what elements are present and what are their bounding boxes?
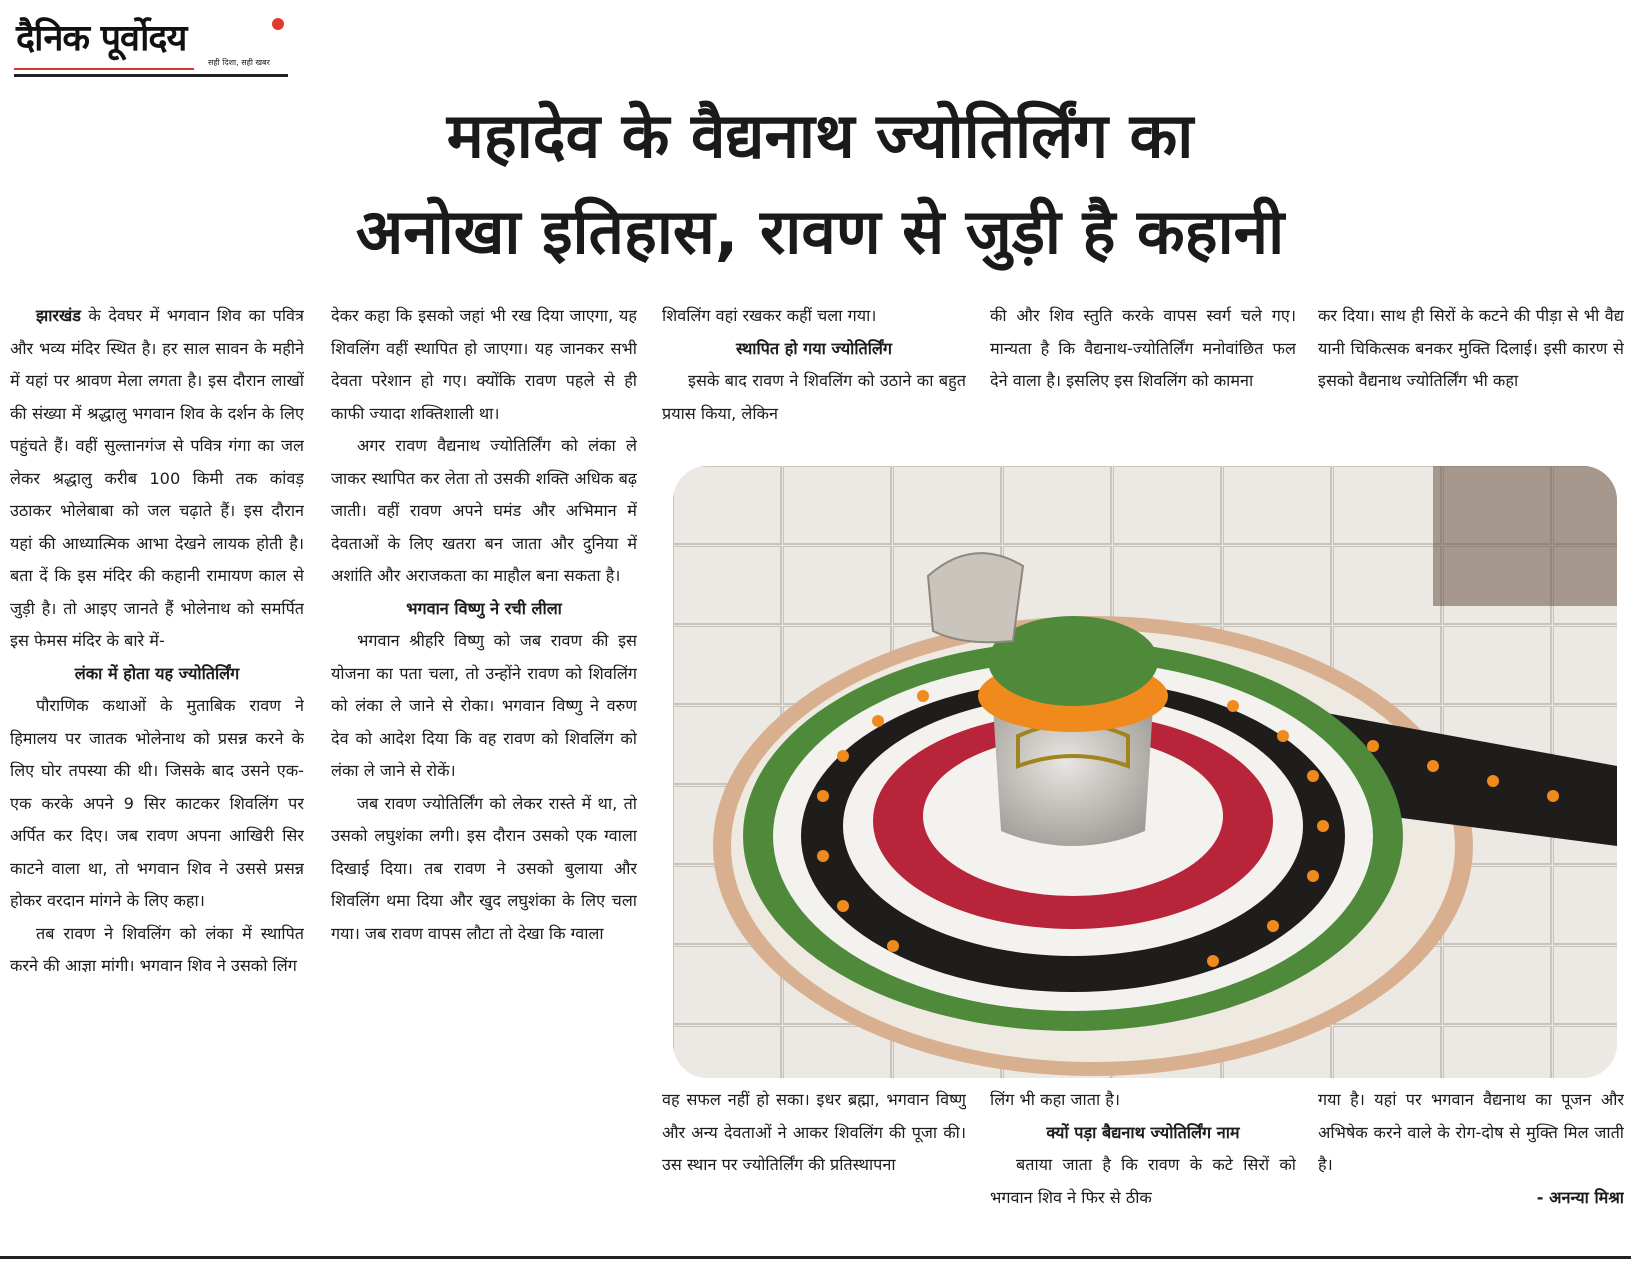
article-headline (60, 88, 1580, 280)
paragraph: पौराणिक कथाओं के मुताबिक रावण ने हिमालय पर जातक भोलेनाथ को प्रसन्न करने के लिए घोर तपस्या की थी। जिसके बाद उसने एक-एक करके अपने 9 सिर काटकर शिवलिंग पर अर्पित कर दिए। जब रावण अपना आखिरी सिर काटने वाला था, तो भगवान शिव ने उससे प्रसन्न होकर वरदान मांगने के लिए कहा। (10, 696, 304, 910)
paragraph: देकर कहा कि इसको जहां भी रख दिया जाएगा, यह शिवलिंग वहीं स्थापित हो जाएगा। यह जानकर सभी देवता परेशान हो गए। क्योंकि रावण पहले से ही काफी ज्यादा शक्तिशाली था। (331, 306, 637, 423)
article-column-2 (331, 300, 637, 1240)
logo-dot-icon (272, 18, 284, 30)
paragraph (10, 300, 304, 658)
paragraph: की और शिव स्तुति करके वापस स्वर्ग चले गए। मान्यता है कि वैद्यनाथ-ज्योतिर्लिंग मनोवांछित फल देने वाला है। इसलिए इस शिवलिंग को कामना (990, 306, 1296, 390)
paragraph: भगवान श्रीहरि विष्णु को जब रावण की इस योजना का पता चला, तो उन्होंने रावण को शिवलिंग को लंका ले जाने से रोका। भगवान विष्णु ने वरुण देव को आदेश दिया कि वह रावण को शिवलिंग को लंका ले जाने से रोकें। (331, 631, 637, 780)
shivling-photo (673, 466, 1617, 1078)
article-column-4-bottom (990, 1084, 1296, 1244)
headline-line-2: अनोखा इतिहास, रावण से जुड़ी है कहानी (355, 195, 1285, 268)
article-column-5-top (1318, 300, 1624, 440)
newspaper-logo: दैनिक पूर्वोदय (16, 18, 187, 59)
author-byline: - अनन्या मिश्रा (1536, 1187, 1624, 1207)
article-column-3-top (662, 300, 966, 440)
subheading: स्थापित हो गया ज्योतिर्लिंग (735, 338, 893, 358)
article-column-1 (10, 300, 304, 1240)
paragraph: जब रावण ज्योतिर्लिंग को लेकर रास्ते में था, तो उसको लघुशंका लगी। इस दौरान उसको एक ग्वाला दिखाई दिया। तब रावण ने उसको बुलाया और शिवलिंग थमा दिया और खुद लघुशंका के लिए चला गया। जब रावण वापस लौटा तो देखा कि ग्वाला (331, 793, 637, 943)
masthead-red-rule (14, 68, 194, 70)
paragraph: लिंग भी कहा जाता है। (990, 1090, 1121, 1109)
article-column-3-bottom (662, 1084, 966, 1244)
paragraph: कर दिया। साथ ही सिरों के कटने की पीड़ा से भी वैद्य यानी चिकित्सक बनकर मुक्ति दिलाई। इसी कारण से इसको वैद्यनाथ ज्योतिर्लिंग भी कहा (1318, 306, 1624, 390)
silver-naga-canopy (928, 553, 1023, 642)
article-column-4-top (990, 300, 1296, 440)
paragraph-text: के देवघर में भगवान शिव का पवित्र और भव्य मंदिर स्थित है। हर साल सावन के महीने में यहां पर श्रावण मेला लगता है। इस दौरान लाखों की संख्या में श्रद्धालु भगवान शिव के दर्शन के लिए पहुंचते हैं। वहीं सुल्तानगंज से पवित्र गंगा का जल लेकर श्रद्धालु करीब 100 किमी तक कांवड़ उठाकर भोलेबाबा को जल चढ़ाते हैं। इस दौरान यहां की आध्यात्मिक आभा देखने लायक होती है। बता दें कि इस मंदिर की कहानी रामायण काल से जुड़ी है। तो आइए जानते हैं भोलेनाथ को समर्पित इस फेमस मंदिर के बारे में- (10, 306, 304, 650)
shivling-illustration (673, 466, 1617, 1078)
headline-line-1: महादेव के वैद्यनाथ ज्योतिर्लिंग का (446, 99, 1194, 172)
subheading: भगवान विष्णु ने रची लीला (406, 598, 562, 618)
paragraph: शिवलिंग वहां रखकर कहीं चला गया। (662, 306, 877, 325)
paragraph: गया है। यहां पर भगवान वैद्यनाथ का पूजन और अभिषेक करने वाले के रोग-दोष से मुक्ति मिल जाती है। (1318, 1090, 1624, 1174)
masthead (10, 8, 285, 72)
paragraph: इसके बाद रावण ने शिवलिंग को उठाने का बहुत प्रयास किया, लेकिन (662, 371, 966, 423)
masthead-black-rule (14, 74, 288, 77)
paragraph: तब रावण ने शिवलिंग को लंका में स्थापित करने की आज्ञा मांगी। भगवान शिव ने उसको लिंग (10, 923, 304, 975)
subheading: लंका में होता यह ज्योतिर्लिंग (74, 663, 240, 683)
paragraph: अगर रावण वैद्यनाथ ज्योतिर्लिंग को लंका ले जाकर स्थापित कर लेता तो उसकी शक्ति अधिक बढ़ जाती। वहीं रावण अपने घमंड और अभिमान में देवताओं के लिए खतरा बन जाता और दुनिया में अशांति और अराजकता का माहौल बना सकता है। (331, 436, 637, 585)
masthead-tagline: सही दिशा, सही खबर (208, 58, 270, 67)
paragraph: वह सफल नहीं हो सका। इधर ब्रह्मा, भगवान विष्णु और अन्य देवताओं ने आकर शिवलिंग की पूजा की। उस स्थान पर ज्योतिर्लिंग की प्रतिस्थापना (662, 1090, 966, 1174)
dateline: झारखंड (36, 306, 81, 325)
background-object (1433, 466, 1617, 606)
bottom-rule (0, 1256, 1631, 1259)
article-column-5-bottom (1318, 1084, 1624, 1244)
subheading: क्यों पड़ा बैद्यनाथ ज्योतिर्लिंग नाम (1046, 1122, 1240, 1142)
paragraph: बताया जाता है कि रावण के कटे सिरों को भगवान शिव ने फिर से ठीक (990, 1155, 1296, 1207)
